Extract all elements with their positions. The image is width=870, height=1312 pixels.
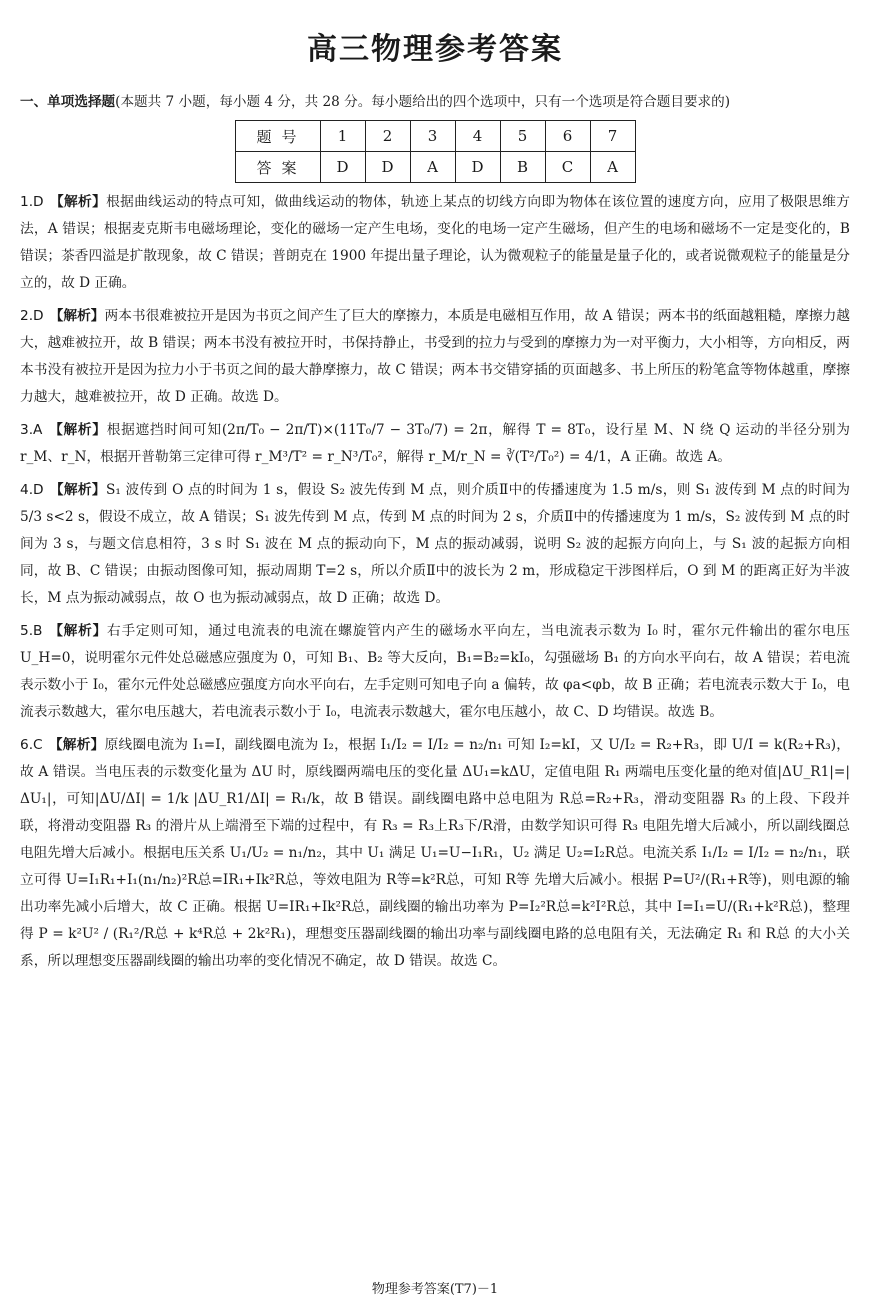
answer-cell: D: [365, 152, 410, 183]
question-number: 5: [500, 121, 545, 152]
section-head-label: 一、单项选择题: [20, 94, 116, 110]
question-number: 1: [320, 121, 365, 152]
analysis-tag: 【解析】: [49, 482, 106, 498]
answer-table-row-answers: [235, 152, 635, 183]
item-text: 根据曲线运动的特点可知，做曲线运动的物体，轨迹上某点的切线方向即为物体在该位置的速度方向，应用了极限思维方法，A 错误；根据麦克斯韦电磁场理论，变化的磁场一定产生电场，变化的电场一定产生磁场，但产生的电场和磁场不一定是变化的，B 错误；茶香四溢是扩散现象，故 C 错误；普朗克在 1900 年提出量子理论，认为微观粒子的能量是量子化的，或者说微观粒子的能量是分立的，故 D 正确。: [20, 194, 850, 291]
item-text: S₁ 波传到 O 点的时间为 1 s，假设 S₂ 波先传到 M 点，则介质Ⅱ中的传播速度为 1.5 m/s，则 S₁ 波传到 M 点的时间为 5/3 s<2 s，假设不成立，故 A 错误；S₁ 波先传到 M 点，传到 M 点的时间为 2 s，介质Ⅱ中的传播速度为 1 m/s，S₂ 波传到 M 点的时间为 3 s，与题文信息相符，3 s 时 S₁ 波在 M 点的振动向下，M 点的振动减弱，说明 S₂ 波的起振方向向上，与 S₁ 波的起振方向相同，故 B、C 错误；由振动图像可知，振动周期 T=2 s，所以介质Ⅱ中的波长为 2 m，形成稳定干涉图样后，O 到 M 的距离正好为半波长，M 点为振动减弱点，故 O 也为振动减弱点，故 D 正确；故选 D。: [20, 482, 850, 606]
explanation-item-6: [20, 732, 850, 975]
answer-cell: D: [455, 152, 500, 183]
explanation-item-3: [20, 417, 850, 471]
question-number: 3: [410, 121, 455, 152]
analysis-tag: 【解析】: [48, 422, 107, 438]
item-number: 5.B: [20, 623, 43, 639]
item-text: 两本书很难被拉开是因为书页之间产生了巨大的摩擦力，本质是电磁相互作用，故 A 错误；两本书的纸面越粗糙，摩擦力越大，越难被拉开，故 B 错误；两本书没有被拉开时，书保持静止，书受到的拉力与受到的摩擦力为一对平衡力，大小相等，方向相反，两本书没有被拉开是因为拉力小于书页之间的最大静摩擦力，故 C 错误；两本书交错穿插的页面越多、书上所压的粉笔盒等物体越重，摩擦力越大，越难被拉开，故 D 正确。故选 D。: [20, 308, 850, 405]
page-title: 高三物理参考答案: [307, 32, 563, 67]
section-description: (本题共 7 小题，每小题 4 分，共 28 分。每小题给出的四个选项中，只有一个选项是符合题目要求的): [115, 94, 731, 110]
analysis-tag: 【解析】: [49, 308, 105, 324]
analysis-tag: 【解析】: [48, 623, 108, 639]
row-label-number: 题号: [235, 121, 320, 152]
question-number: 4: [455, 121, 500, 152]
item-text: 原线圈电流为 I₁=I，副线圈电流为 I₂，根据 I₁/I₂ = I/I₂ = n₂/n₁ 可知 I₂=kI，又 U/I₂ = R₂+R₃，即 U/I = k(R₂+R₃)，故 A 错误。当电压表的示数变化量为 ΔU 时，原线圈两端电压的变化量 ΔU₁=kΔU，定值电阻 R₁ 两端电压变化量的绝对值|ΔU_R1|=|ΔU₁|，可知|ΔU/ΔI| = 1/k |ΔU_R1/ΔI| = R₁/k，故 B 错误。副线圈电路中总电阻为 R总=R₂+R₃，滑动变阻器 R₃ 的上段、下段并联，将滑动变阻器 R₃ 的滑片从上端滑至下端的过程中，有 R₃ = R₃上R₃下/R滑，由数学知识可得 R₃ 电阻先增大后减小，所以副线圈总电阻先增大后减小。根据电压关系 U₁/U₂ = n₁/n₂，其中 U₁ 满足 U₁=U−I₁R₁，U₂ 满足 U₂=I₂R总。电流关系 I₁/I₂ = I/I₂ = n₂/n₁，联立可得 U=I₁R₁+I₁(n₁/n₂)²R总=IR₁+Ik²R总，等效电阻为 R等=k²R总，可知 R等 先增大后减小。根据 P=U²/(R₁+R等)，则电源的输出功率先减小后增大，故 C 正确。根据 U=IR₁+Ik²R总，副线圈的输出功率为 P=I₂²R总=k²I²R总，其中 I=I₁=U/(R₁+k²R总)，整理得 P = k²U² / (R₁²/R总 + k⁴R总 + 2k²R₁)，理想变压器副线圈的输出功率与副线圈电路的总电阻有关，无法确定 R₁ 和 R总 的大小关系，所以理想变压器副线圈的输出功率的变化情况不确定，故 D 错误。故选 C。: [20, 737, 850, 969]
answer-cell: A: [410, 152, 455, 183]
analysis-tag: 【解析】: [49, 194, 107, 210]
item-number: 3.A: [20, 422, 43, 438]
explanation-item-5: [20, 618, 850, 726]
section-heading: [20, 92, 850, 112]
answer-table-row-numbers: [235, 121, 635, 152]
question-number: 6: [545, 121, 590, 152]
analysis-tag: 【解析】: [48, 737, 105, 753]
item-number: 4.D: [20, 482, 44, 498]
answer-cell: C: [545, 152, 590, 183]
question-number: 2: [365, 121, 410, 152]
explanation-item-1: [20, 189, 850, 297]
item-number: 6.C: [20, 737, 43, 753]
row-label-answer: 答案: [235, 152, 320, 183]
answer-cell: D: [320, 152, 365, 183]
page-footer: 物理参考答案(T7)－1: [371, 1282, 499, 1297]
item-text: 根据遮挡时间可知(2π/T₀ − 2π/T)×(11T₀/7 − 3T₀/7) = 2π，解得 T = 8T₀，设行星 M、N 绕 Q 运动的半径分别为 r_M、r_N，根据开普勒第三定律可得 r_M³/T² = r_N³/T₀²，解得 r_M/r_N = ∛(T²/T₀²) = 4/1，A 正确。故选 A。: [20, 422, 850, 465]
item-text: 右手定则可知，通过电流表的电流在螺旋管内产生的磁场水平向左，当电流表示数为 I₀ 时，霍尔元件输出的霍尔电压 U_H=0，说明霍尔元件处总磁感应强度为 0，可知 B₁、B₂ 等大反向，B₁=B₂=kI₀，勾强磁场 B₁ 的方向水平向右，故 A 错误；若电流表示数小于 I₀，霍尔元件处总磁感应强度方向水平向右，左手定则可知电子向 a 偏转，故 φa<φb，故 B 正确；若电流表示数大于 I₀，电流表示数越大，霍尔电压越大，若电流表示数小于 I₀，电流表示数越大，霍尔电压越小，故 C、D 均错误。故选 B。: [20, 623, 850, 720]
answer-cell: A: [590, 152, 635, 183]
explanation-item-2: [20, 303, 850, 411]
explanation-item-4: [20, 477, 850, 612]
question-number: 7: [590, 121, 635, 152]
item-number: 1.D: [20, 194, 44, 210]
item-number: 2.D: [20, 308, 44, 324]
answer-cell: B: [500, 152, 545, 183]
answer-table: [235, 120, 636, 183]
